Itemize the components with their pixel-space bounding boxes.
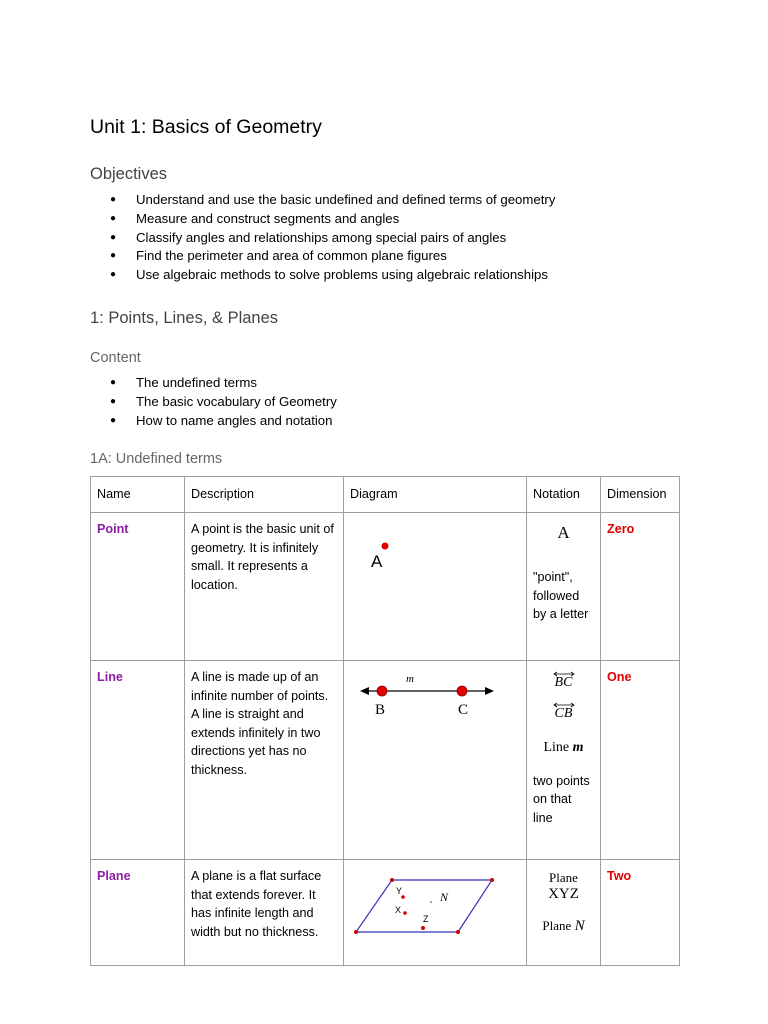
section-heading: 1: Points, Lines, & Planes xyxy=(90,309,279,327)
undefined-terms-table xyxy=(90,476,680,966)
notation-plane-n-var: N xyxy=(574,918,585,934)
objectives-list xyxy=(110,191,555,285)
list-item: ● The undefined terms xyxy=(110,374,337,393)
notation-cb xyxy=(533,705,594,724)
plane-parallelogram xyxy=(356,880,492,932)
notation-point-symbol: A xyxy=(557,523,570,542)
corner-dot xyxy=(456,930,460,934)
corner-dot xyxy=(490,878,494,882)
notation-line-word: Line xyxy=(543,740,570,755)
list-item: ● Find the perimeter and area of common plane figures xyxy=(110,247,555,266)
objectives-heading: Objectives xyxy=(90,165,168,183)
point-z-dot xyxy=(421,926,425,930)
dimension-plane: Two xyxy=(601,860,680,966)
point-x-dot xyxy=(403,911,407,915)
table-row-line xyxy=(91,661,680,860)
header-name: Name xyxy=(91,477,185,513)
header-description: Description xyxy=(185,477,344,513)
list-item: ● Use algebraic methods to solve problems using algebraic relationships xyxy=(110,266,555,285)
point-diagram xyxy=(350,520,520,580)
double-arrow-icon xyxy=(552,671,576,677)
list-item: ● The basic vocabulary of Geometry xyxy=(110,393,337,412)
double-arrow-icon xyxy=(552,702,576,708)
term-point: Point xyxy=(91,513,185,661)
point-c-label: C xyxy=(458,702,469,718)
notation-plane-n-word: Plane xyxy=(542,918,572,933)
point-z-label: Z xyxy=(423,914,429,924)
term-line: Line xyxy=(91,661,185,860)
dimension-line: One xyxy=(601,661,680,860)
table-row-point xyxy=(91,513,680,661)
line-m-label: m xyxy=(406,673,414,685)
notation-line-text: two points on that line xyxy=(533,773,590,825)
subsection-heading: 1A: Undefined terms xyxy=(90,451,223,467)
point-y-label: Y xyxy=(396,886,403,896)
notation-point xyxy=(527,513,601,661)
diagram-line xyxy=(344,661,527,860)
corner-dot xyxy=(354,930,358,934)
point-a-label: A xyxy=(371,552,383,571)
arrow-left-icon xyxy=(360,687,369,695)
notation-bc-text: BC xyxy=(554,675,573,690)
description-plane: A plane is a flat surface that extends forever. It has infinite length and width but no thickness. xyxy=(185,860,344,966)
notation-plane-n xyxy=(533,917,594,936)
header-notation: Notation xyxy=(527,477,601,513)
point-b-dot xyxy=(377,686,387,696)
list-item: ● Measure and construct segments and angles xyxy=(110,210,555,229)
notation-bc xyxy=(533,674,594,693)
notation-cb-text: CB xyxy=(554,705,573,721)
line-diagram xyxy=(350,668,520,728)
notation-plane xyxy=(527,860,601,966)
notation-line xyxy=(527,661,601,860)
notation-plane-word: Plane xyxy=(549,870,578,885)
term-plane: Plane xyxy=(91,860,185,966)
corner-dot xyxy=(390,878,394,882)
plane-diagram xyxy=(350,867,520,939)
page-title: Unit 1: Basics of Geometry xyxy=(90,116,322,138)
notation-line-m xyxy=(533,739,594,758)
list-item: ● Classify angles and relationships among special pairs of angles xyxy=(110,229,555,248)
list-item: ● Understand and use the basic undefined and defined terms of geometry xyxy=(110,191,555,210)
arrow-right-icon xyxy=(485,687,494,695)
point-a-dot xyxy=(382,543,389,550)
point-x-label: X xyxy=(395,905,402,915)
content-heading: Content xyxy=(90,350,141,366)
dimension-point: Zero xyxy=(601,513,680,661)
notation-line-var: m xyxy=(572,740,584,755)
diagram-point xyxy=(344,513,527,661)
table-row-plane xyxy=(91,860,680,966)
description-point: A point is the basic unit of geometry. It is infinitely small. It represents a location. xyxy=(185,513,344,661)
header-dimension: Dimension xyxy=(601,477,680,513)
diagram-plane xyxy=(344,860,527,966)
list-item: ● How to name angles and notation xyxy=(110,412,337,431)
point-b-label: B xyxy=(375,702,386,718)
point-c-dot xyxy=(457,686,467,696)
plane-dot xyxy=(430,901,432,903)
header-diagram: Diagram xyxy=(344,477,527,513)
plane-n-label: N xyxy=(440,890,449,904)
content-list xyxy=(110,374,337,430)
description-line: A line is made up of an infinite number of points. A line is straight and extends infinitely in two directions yet has no thickness. xyxy=(185,661,344,860)
table-header-row xyxy=(91,477,680,513)
notation-plane-xyz: XYZ xyxy=(548,886,579,902)
notation-point-text: "point", followed by a letter xyxy=(533,570,589,621)
